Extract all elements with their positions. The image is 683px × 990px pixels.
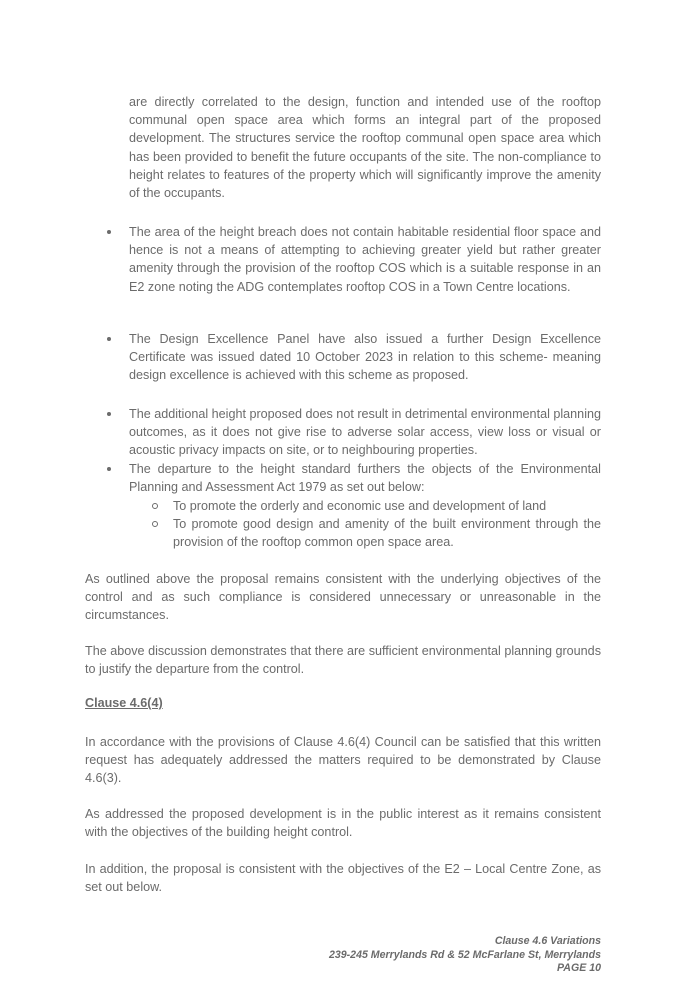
bullet-item: [129, 223, 601, 296]
bullet-item: [129, 460, 601, 496]
body-paragraph: The above discussion demonstrates that there are sufficient environmental planning grounds to justify the departure from the control.: [85, 644, 601, 677]
page-number: PAGE 10: [557, 962, 601, 974]
body-paragraph: In addition, the proposal is consistent with the objectives of the E2 – Local Centre Zone, as set out below.: [85, 862, 601, 895]
sub-bullet-text: To promote the orderly and economic use and development of land: [173, 499, 547, 513]
sub-bullet-text: To promote good design and amenity of the built environment through the provision of the rooftop common open space area.: [173, 517, 601, 550]
footer-title: Clause 4.6 Variations: [494, 935, 601, 947]
body-paragraph: As outlined above the proposal remains consistent with the underlying objectives of the control and as such compliance is considered unnecessary or unreasonable in the circumstances.: [85, 572, 601, 623]
hollow-circle-bullet-icon: [152, 503, 158, 509]
continuation-paragraph: are directly correlated to the design, function and intended use of the rooftop communal open space area which forms an integral part of the proposed development. The structures service the rooftop communal open space area which has been provided to benefit the future occupants of the site. The non-compliance to height relates to features of the property which will significantly improve the amenity of the occupants.: [129, 95, 601, 201]
sub-bullet-item: [173, 515, 601, 551]
page-footer: [329, 935, 601, 976]
bullet-item: [129, 330, 601, 385]
bullet-dot-icon: [107, 230, 111, 234]
bullet-text: The departure to the height standard furthers the objects of the Environmental Planning and Assessment Act 1979 as set out below:: [129, 462, 601, 495]
footer-address: 239-245 Merrylands Rd & 52 McFarlane St, Merrylands: [328, 948, 601, 961]
body-paragraph: In accordance with the provisions of Clause 4.6(4) Council can be satisfied that this written request has adequately addressed the matters required to be demonstrated by Clause 4.6(3).: [85, 735, 601, 786]
hollow-circle-bullet-icon: [152, 521, 158, 527]
bullet-text: The Design Excellence Panel have also issued a further Design Excellence Certificate was issued dated 10 October 2023 in relation to this scheme- meaning design excellence is achieved with this scheme as proposed.: [129, 332, 601, 383]
bullet-item: [129, 405, 601, 460]
bullet-text: The additional height proposed does not result in detrimental environmental planning outcomes, as it does not give rise to adverse solar access, view loss or visual or acoustic privacy impacts on site, or to neighbouring properties.: [129, 407, 601, 458]
bullet-dot-icon: [107, 467, 111, 471]
bullet-text: The area of the height breach does not contain habitable residential floor space and hence is not a means of attempting to achieving greater yield but rather greater amenity through the provision of the rooftop COS which is a suitable response in an E2 zone noting the ADG contemplates rooftop COS in a Town Centre locations.: [129, 225, 601, 294]
bullet-dot-icon: [107, 337, 111, 341]
bullet-dot-icon: [107, 412, 111, 416]
body-paragraph: As addressed the proposed development is in the public interest as it remains consistent with the objectives of the building height control.: [85, 807, 601, 840]
sub-bullet-item: [173, 497, 601, 515]
section-heading: Clause 4.6(4): [85, 696, 163, 710]
